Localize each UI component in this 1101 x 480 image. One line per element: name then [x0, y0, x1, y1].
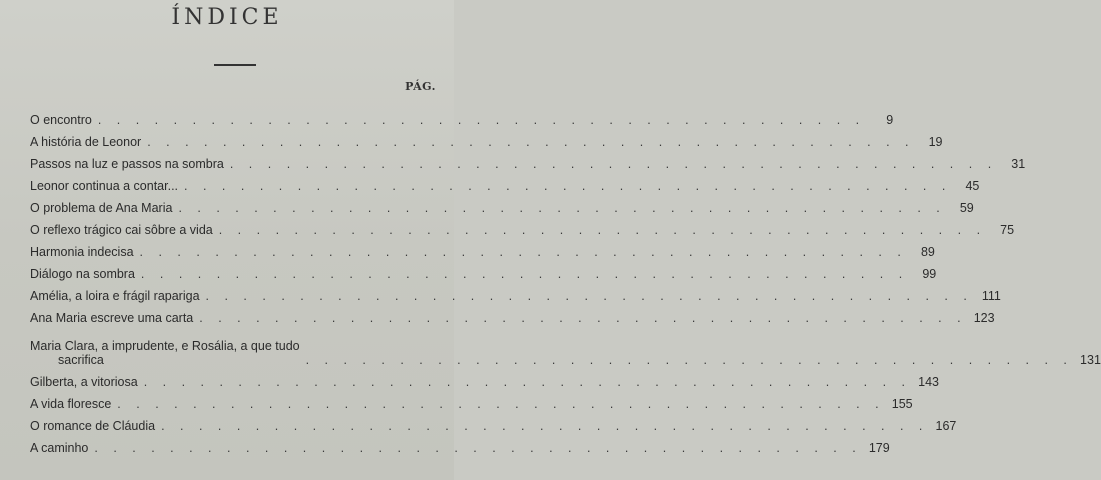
- entry-label: Diálogo na sombra: [30, 267, 135, 281]
- index-entry: [30, 105, 894, 127]
- entry-label: Ana Maria escreve uma carta: [30, 311, 194, 325]
- dot-leader: . . . . . . . . . . . . . . . . . . . . . . . . . . . . . . . . . . . . . . . . .: [140, 267, 909, 281]
- entry-label: A história de Leonor: [30, 135, 142, 149]
- entry-label: Amélia, a loira e frágil rapariga: [30, 289, 200, 303]
- dot-leader: . . . . . . . . . . . . . . . . . . . . . . . . . . . . . . . . . . . . . . . . .: [178, 201, 946, 215]
- dot-leader: . . . . . . . . . . . . . . . . . . . . . . . . . . . . . . . . . . . . . . . . .: [147, 135, 915, 149]
- dot-leader: . . . . . . . . . . . . . . . . . . . . . . . . . . . . . . . . . . . . . . . . .: [305, 353, 1073, 367]
- entry-page-number: 131: [1080, 353, 1101, 367]
- page-column-header: PÁG.: [405, 80, 436, 93]
- entry-label: Leonor continua a contar...: [30, 179, 179, 193]
- dot-leader: . . . . . . . . . . . . . . . . . . . . . . . . . . . . . . . . . . . . . . . . .: [218, 223, 987, 237]
- dot-leader: . . . . . . . . . . . . . . . . . . . . . . . . . . . . . . . . . . . . . . . . .: [143, 375, 911, 389]
- entry-page-number: 89: [920, 245, 935, 259]
- dot-leader: . . . . . . . . . . . . . . . . . . . . . . . . . . . . . . . . . . . . . . . . .: [117, 397, 885, 411]
- dot-leader: . . . . . . . . . . . . . . . . . . . . . . . . . . . . . . . . . . . . . . . . .: [94, 441, 862, 455]
- entry-page-number: 179: [868, 441, 890, 455]
- index-entry: [30, 127, 943, 149]
- entry-page-number: 75: [1000, 223, 1015, 237]
- entry-label: A vida floresce: [30, 397, 112, 411]
- entry-label: O romance de Cláudia: [30, 419, 156, 433]
- entry-page-number: 31: [1011, 157, 1026, 171]
- entry-label: Passos na luz e passos na sombra: [30, 157, 224, 171]
- index-entry: [30, 215, 1015, 237]
- index-entry: [30, 367, 939, 389]
- dot-leader: . . . . . . . . . . . . . . . . . . . . . . . . . . . . . . . . . . . . . . . . .: [97, 113, 866, 127]
- index-entry: [30, 149, 1026, 171]
- entry-page-number: 9: [886, 113, 894, 127]
- index-title: ÍNDICE: [171, 5, 283, 30]
- entry-page-number: 167: [935, 419, 957, 433]
- dot-leader: . . . . . . . . . . . . . . . . . . . . . . . . . . . . . . . . . . . . . . . . .: [229, 157, 998, 171]
- dot-leader: . . . . . . . . . . . . . . . . . . . . . . . . . . . . . . . . . . . . . . . . .: [205, 289, 973, 303]
- dot-leader: . . . . . . . . . . . . . . . . . . . . . . . . . . . . . . . . . . . . . . . . .: [199, 311, 967, 325]
- entry-label: O reflexo trágico cai sôbre a vida: [30, 223, 213, 237]
- dot-leader: . . . . . . . . . . . . . . . . . . . . . . . . . . . . . . . . . . . . . . . . .: [139, 245, 907, 259]
- entry-page-number: 99: [922, 267, 937, 281]
- dot-leader: . . . . . . . . . . . . . . . . . . . . . . . . . . . . . . . . . . . . . . . . .: [184, 179, 952, 193]
- index-entry: [30, 325, 1101, 367]
- index-entry: [30, 171, 980, 193]
- entry-label-line2: sacrifica: [58, 353, 104, 367]
- entry-label: O encontro: [30, 113, 92, 127]
- entry-label: Harmonia indecisa: [30, 245, 134, 259]
- index-entry: [30, 237, 935, 259]
- entry-label: Gilberta, a vitoriosa: [30, 375, 138, 389]
- entry-label: A caminho: [30, 441, 89, 455]
- index-entry: [30, 259, 937, 281]
- entry-page-number: 143: [918, 375, 939, 389]
- entry-label-line1: Maria Clara, a imprudente, e Rosália, a que tudo: [30, 339, 300, 353]
- index-entry: [30, 303, 995, 325]
- index-entries: [30, 105, 1101, 455]
- title-divider: [214, 64, 256, 66]
- index-entry: [30, 193, 974, 215]
- index-entry: [30, 389, 913, 411]
- entry-page-number: 123: [973, 311, 995, 325]
- entry-label: [30, 339, 300, 367]
- index-entry: [30, 433, 890, 455]
- entry-page-number: 45: [965, 179, 980, 193]
- entry-page-number: 19: [928, 135, 943, 149]
- entry-page-number: 59: [959, 201, 974, 215]
- entry-label: O problema de Ana Maria: [30, 201, 173, 215]
- index-entry: [30, 411, 957, 433]
- index-entry: [30, 281, 1001, 303]
- dot-leader: . . . . . . . . . . . . . . . . . . . . . . . . . . . . . . . . . . . . . . . . .: [161, 419, 929, 433]
- entry-page-number: 111: [981, 289, 1001, 303]
- entry-page-number: 155: [891, 397, 913, 411]
